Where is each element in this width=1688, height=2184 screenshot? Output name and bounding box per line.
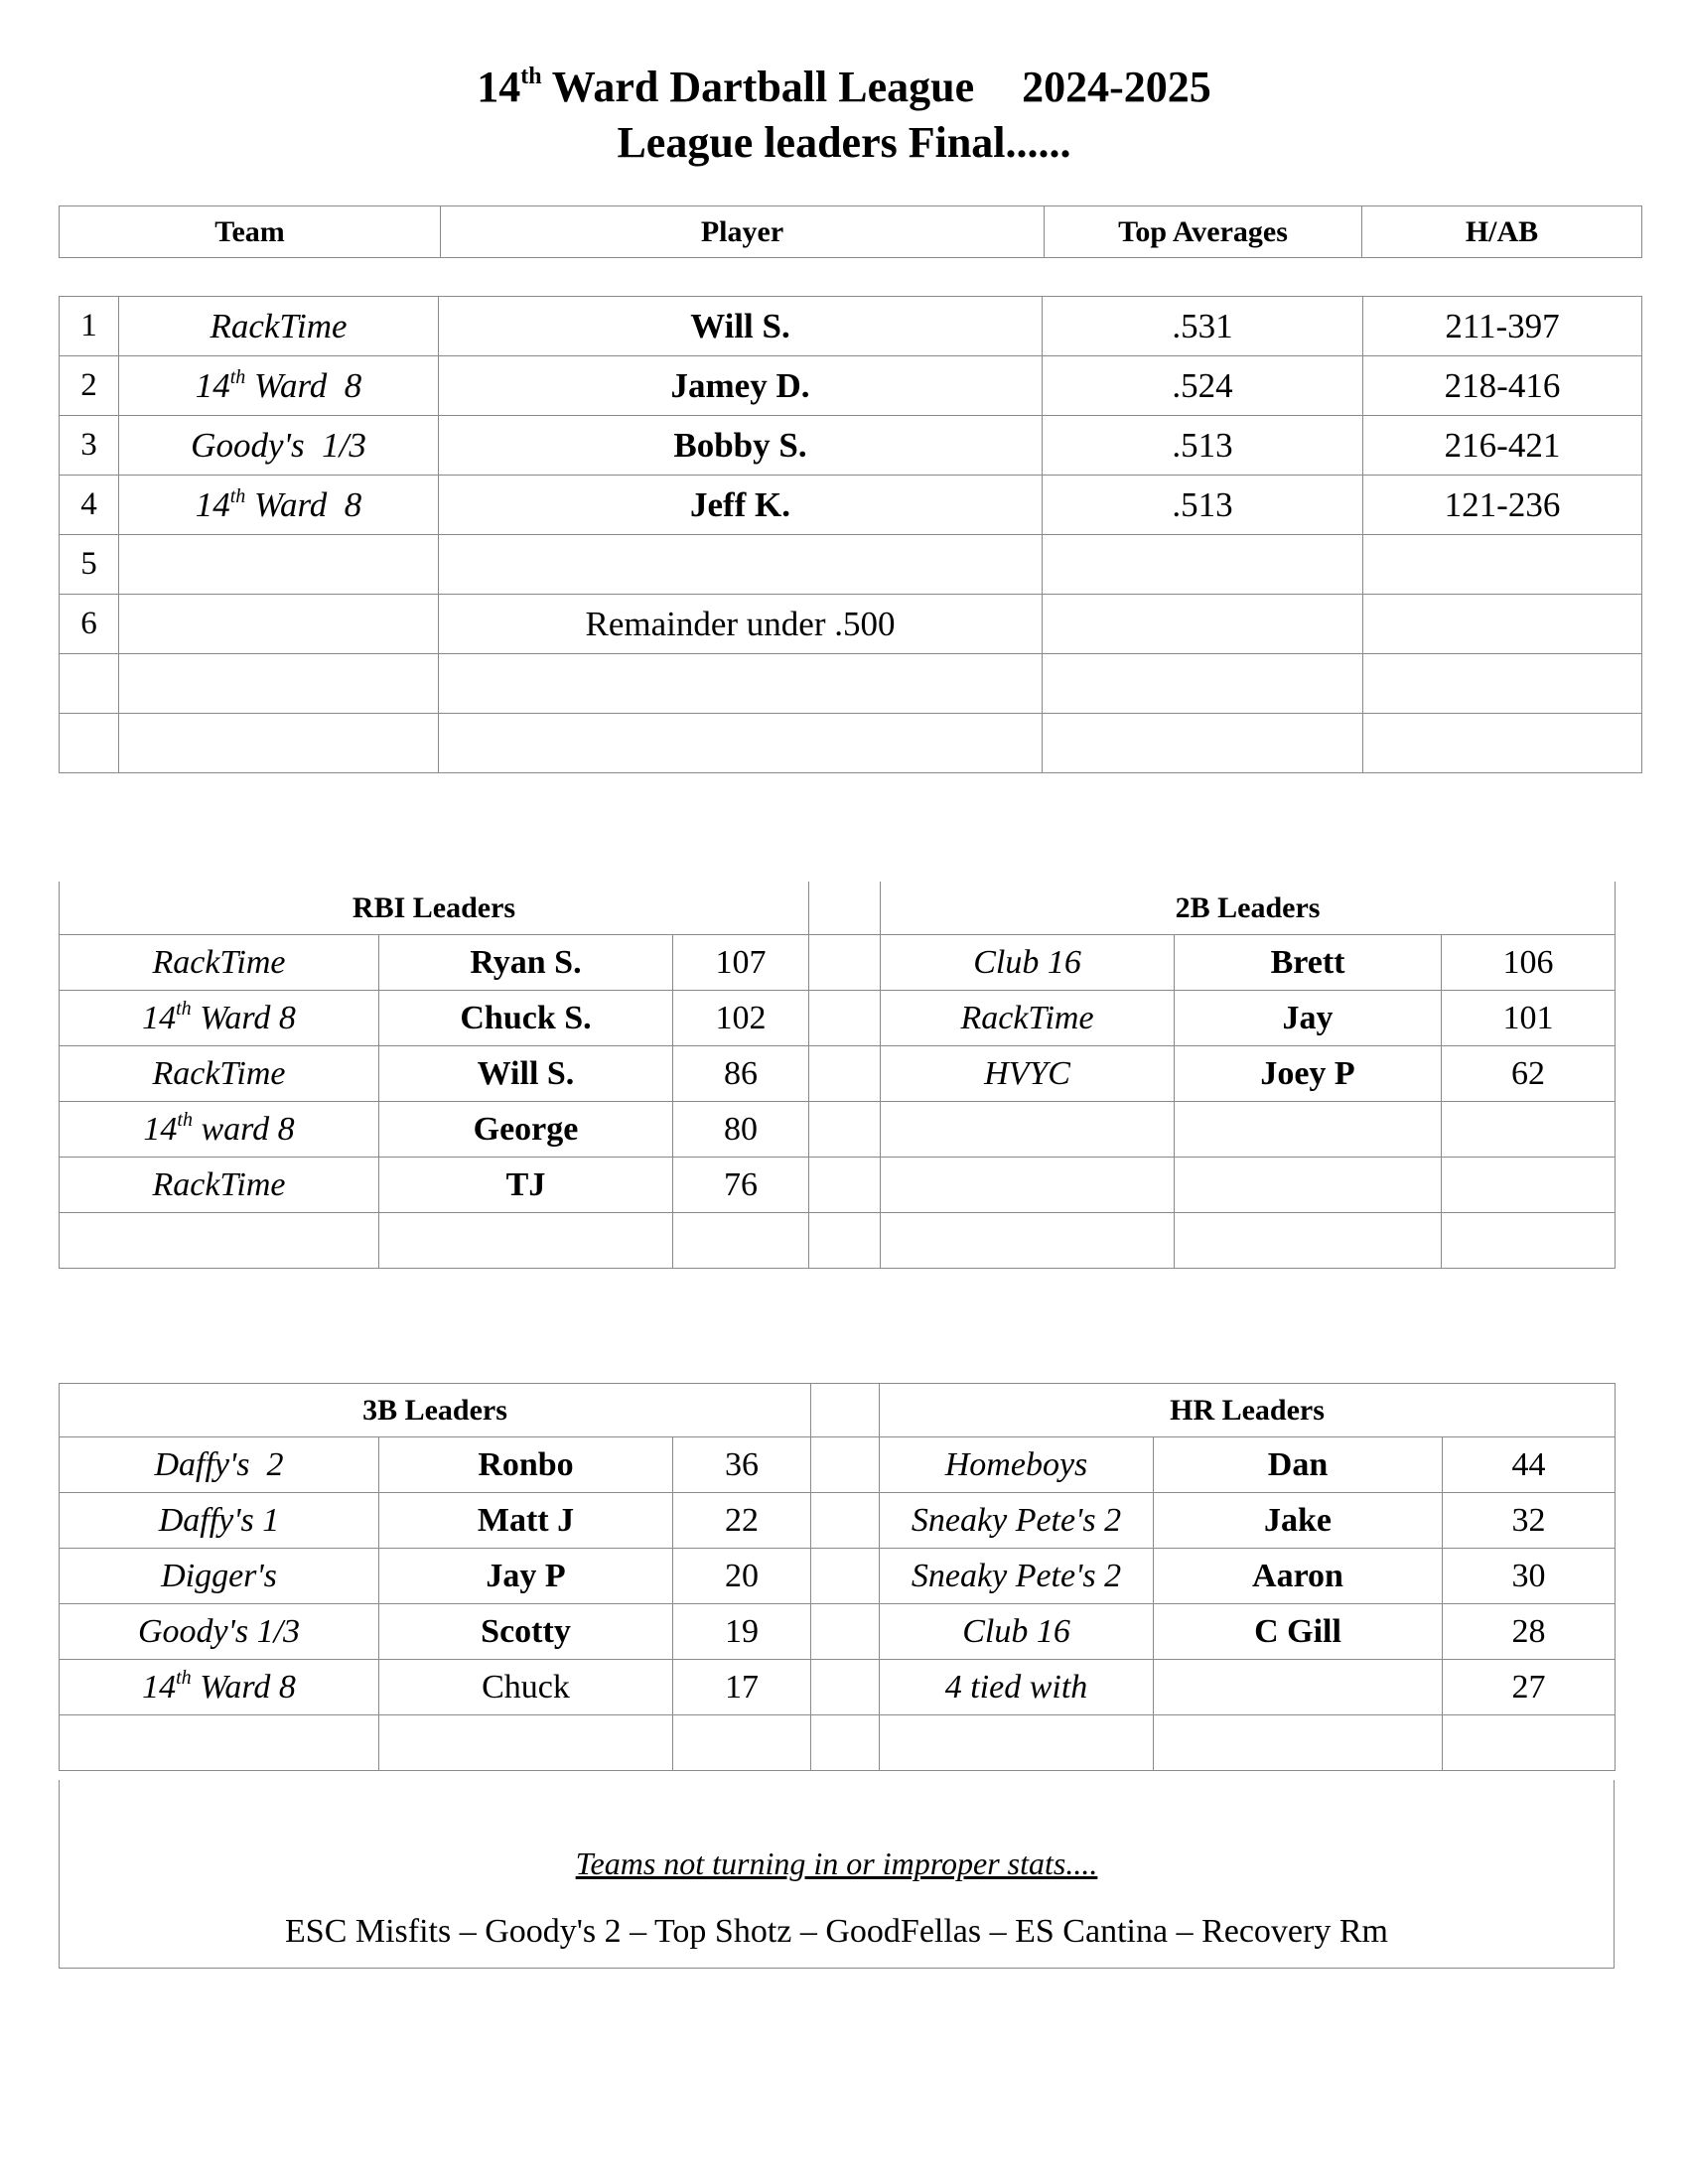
rank-cell: 6 — [60, 595, 119, 654]
section-header-row — [60, 882, 1616, 935]
header-top-averages: Top Averages — [1045, 206, 1362, 258]
rbi-team: RackTime — [60, 1158, 379, 1213]
team-cell — [119, 654, 439, 714]
table-row — [60, 1046, 1616, 1102]
header-hab: H/AB — [1362, 206, 1642, 258]
title-number: 14 — [477, 63, 521, 111]
spacer-cell — [809, 1046, 881, 1102]
rbi-player: Ryan S. — [379, 935, 673, 991]
table-row — [60, 1549, 1616, 1604]
table-row — [60, 297, 1642, 356]
hab-cell: 216-421 — [1363, 416, 1642, 476]
rbi-player: Chuck S. — [379, 991, 673, 1046]
title-season: 2024-2025 — [1022, 63, 1211, 111]
rbi-value: 76 — [673, 1158, 809, 1213]
spacer-cell — [809, 935, 881, 991]
hr-value: 44 — [1443, 1437, 1616, 1493]
team-cell — [119, 595, 439, 654]
3b-value: 36 — [673, 1437, 811, 1493]
2b-team — [881, 1213, 1175, 1269]
table-row — [60, 535, 1642, 595]
3b-player: Matt J — [379, 1493, 673, 1549]
average-cell — [1043, 535, 1363, 595]
2b-value: 62 — [1442, 1046, 1616, 1102]
title-league-name: Ward Dartball League — [541, 63, 975, 111]
rbi-2b-table — [59, 882, 1616, 1269]
remainder-note: Remainder under .500 — [439, 595, 1043, 654]
rbi-leaders-heading: RBI Leaders — [60, 882, 809, 935]
rbi-player — [379, 1213, 673, 1269]
table-row — [60, 1437, 1616, 1493]
hr-team: Sneaky Pete's 2 — [880, 1493, 1154, 1549]
3b-player: Jay P — [379, 1549, 673, 1604]
rbi-team: RackTime — [60, 1046, 379, 1102]
2b-player: Brett — [1175, 935, 1442, 991]
3b-value: 20 — [673, 1549, 811, 1604]
team-cell: Goody's 1/3 — [119, 416, 439, 476]
table-row — [60, 991, 1616, 1046]
player-cell: Jamey D. — [439, 356, 1043, 416]
spacer-cell — [809, 1158, 881, 1213]
hab-cell — [1363, 714, 1642, 773]
2b-player: Joey P — [1175, 1046, 1442, 1102]
average-cell: .531 — [1043, 297, 1363, 356]
rank-cell: 4 — [60, 476, 119, 535]
hab-cell: 121-236 — [1363, 476, 1642, 535]
average-cell — [1043, 714, 1363, 773]
rank-cell: 5 — [60, 535, 119, 595]
rbi-value — [673, 1213, 809, 1269]
rank-cell — [60, 714, 119, 773]
table-row — [60, 595, 1642, 654]
average-cell: .513 — [1043, 476, 1363, 535]
3b-value: 22 — [673, 1493, 811, 1549]
table-row — [60, 1213, 1616, 1269]
2b-player — [1175, 1158, 1442, 1213]
2b-team: Club 16 — [881, 935, 1175, 991]
spacer-cell — [809, 991, 881, 1046]
spacer-cell — [809, 882, 881, 935]
rbi-player: TJ — [379, 1158, 673, 1213]
rbi-team: RackTime — [60, 935, 379, 991]
hab-cell: 218-416 — [1363, 356, 1642, 416]
team-cell: 14th Ward 8 — [119, 476, 439, 535]
rbi-value: 80 — [673, 1102, 809, 1158]
2b-leaders-heading: 2B Leaders — [881, 882, 1616, 935]
page-title — [0, 60, 1688, 115]
hr-team: 4 tied with — [880, 1660, 1154, 1715]
rbi-value: 102 — [673, 991, 809, 1046]
header-team: Team — [60, 206, 441, 258]
player-cell — [439, 654, 1043, 714]
hr-player — [1154, 1715, 1443, 1771]
table-row — [60, 1660, 1616, 1715]
2b-player: Jay — [1175, 991, 1442, 1046]
3b-team: 14th Ward 8 — [60, 1660, 379, 1715]
average-cell — [1043, 595, 1363, 654]
average-cell: .524 — [1043, 356, 1363, 416]
hr-value — [1443, 1715, 1616, 1771]
hr-player: C Gill — [1154, 1604, 1443, 1660]
3b-player: Ronbo — [379, 1437, 673, 1493]
notes-heading: Teams not turning in or improper stats.... — [575, 1845, 1098, 1881]
table-row — [60, 1493, 1616, 1549]
player-cell: Jeff K. — [439, 476, 1043, 535]
rank-cell: 2 — [60, 356, 119, 416]
spacer-cell — [811, 1437, 880, 1493]
team-cell: RackTime — [119, 297, 439, 356]
table-row — [60, 1158, 1616, 1213]
notes-team-list: ESC Misfits – Goody's 2 – Top Shotz – GoodFellas – ES Cantina – Recovery Rm — [285, 1913, 1388, 1950]
3b-team — [60, 1715, 379, 1771]
3b-team: Daffy's 2 — [60, 1437, 379, 1493]
hr-value: 30 — [1443, 1549, 1616, 1604]
team-cell — [119, 714, 439, 773]
table-row — [60, 935, 1616, 991]
average-cell: .513 — [1043, 416, 1363, 476]
3b-value: 19 — [673, 1604, 811, 1660]
table-row — [60, 1102, 1616, 1158]
rbi-team: 14th Ward 8 — [60, 991, 379, 1046]
2b-value: 106 — [1442, 935, 1616, 991]
notes-box — [59, 1780, 1615, 1969]
hr-team — [880, 1715, 1154, 1771]
averages-header-table — [59, 205, 1642, 258]
rank-cell: 1 — [60, 297, 119, 356]
spacer-cell — [809, 1102, 881, 1158]
hab-cell — [1363, 595, 1642, 654]
rbi-value: 86 — [673, 1046, 809, 1102]
table-row — [60, 1604, 1616, 1660]
2b-team — [881, 1102, 1175, 1158]
title-ordinal: th — [520, 64, 542, 89]
average-cell — [1043, 654, 1363, 714]
3b-value: 17 — [673, 1660, 811, 1715]
table-row — [60, 356, 1642, 416]
averages-header-row — [60, 206, 1642, 258]
hr-value: 32 — [1443, 1493, 1616, 1549]
rbi-team: 14th ward 8 — [60, 1102, 379, 1158]
hr-player: Jake — [1154, 1493, 1443, 1549]
2b-value — [1442, 1102, 1616, 1158]
hr-player: Dan — [1154, 1437, 1443, 1493]
hr-player — [1154, 1660, 1443, 1715]
player-cell — [439, 535, 1043, 595]
spacer-cell — [811, 1604, 880, 1660]
player-cell: Will S. — [439, 297, 1043, 356]
3b-value — [673, 1715, 811, 1771]
hab-cell: 211-397 — [1363, 297, 1642, 356]
3b-player — [379, 1715, 673, 1771]
2b-team — [881, 1158, 1175, 1213]
rank-cell: 3 — [60, 416, 119, 476]
2b-value: 101 — [1442, 991, 1616, 1046]
player-cell: Bobby S. — [439, 416, 1043, 476]
spacer-cell — [811, 1384, 880, 1437]
table-row — [60, 1715, 1616, 1771]
rank-cell — [60, 654, 119, 714]
2b-value — [1442, 1158, 1616, 1213]
2b-team: RackTime — [881, 991, 1175, 1046]
table-row — [60, 714, 1642, 773]
2b-player — [1175, 1213, 1442, 1269]
rbi-player: George — [379, 1102, 673, 1158]
3b-team: Digger's — [60, 1549, 379, 1604]
hr-leaders-heading: HR Leaders — [880, 1384, 1616, 1437]
header-player: Player — [441, 206, 1045, 258]
rbi-team — [60, 1213, 379, 1269]
spacer-cell — [811, 1715, 880, 1771]
2b-value — [1442, 1213, 1616, 1269]
2b-team: HVYC — [881, 1046, 1175, 1102]
3b-team: Daffy's 1 — [60, 1493, 379, 1549]
3b-hr-table — [59, 1383, 1616, 1771]
rbi-player: Will S. — [379, 1046, 673, 1102]
spacer-cell — [811, 1549, 880, 1604]
spacer-cell — [811, 1660, 880, 1715]
3b-player: Chuck — [379, 1660, 673, 1715]
averages-table — [59, 296, 1642, 773]
team-cell — [119, 535, 439, 595]
3b-team: Goody's 1/3 — [60, 1604, 379, 1660]
rbi-value: 107 — [673, 935, 809, 991]
spacer-cell — [811, 1493, 880, 1549]
3b-player: Scotty — [379, 1604, 673, 1660]
hab-cell — [1363, 654, 1642, 714]
spacer-cell — [809, 1213, 881, 1269]
player-cell — [439, 714, 1043, 773]
team-cell: 14th Ward 8 — [119, 356, 439, 416]
hab-cell — [1363, 535, 1642, 595]
hr-value: 27 — [1443, 1660, 1616, 1715]
page-subtitle: League leaders Final...... — [617, 118, 1071, 167]
table-row — [60, 476, 1642, 535]
2b-player — [1175, 1102, 1442, 1158]
hr-team: Homeboys — [880, 1437, 1154, 1493]
3b-leaders-heading: 3B Leaders — [60, 1384, 811, 1437]
hr-team: Sneaky Pete's 2 — [880, 1549, 1154, 1604]
hr-team: Club 16 — [880, 1604, 1154, 1660]
section-header-row — [60, 1384, 1616, 1437]
table-row — [60, 416, 1642, 476]
hr-value: 28 — [1443, 1604, 1616, 1660]
hr-player: Aaron — [1154, 1549, 1443, 1604]
table-row — [60, 654, 1642, 714]
